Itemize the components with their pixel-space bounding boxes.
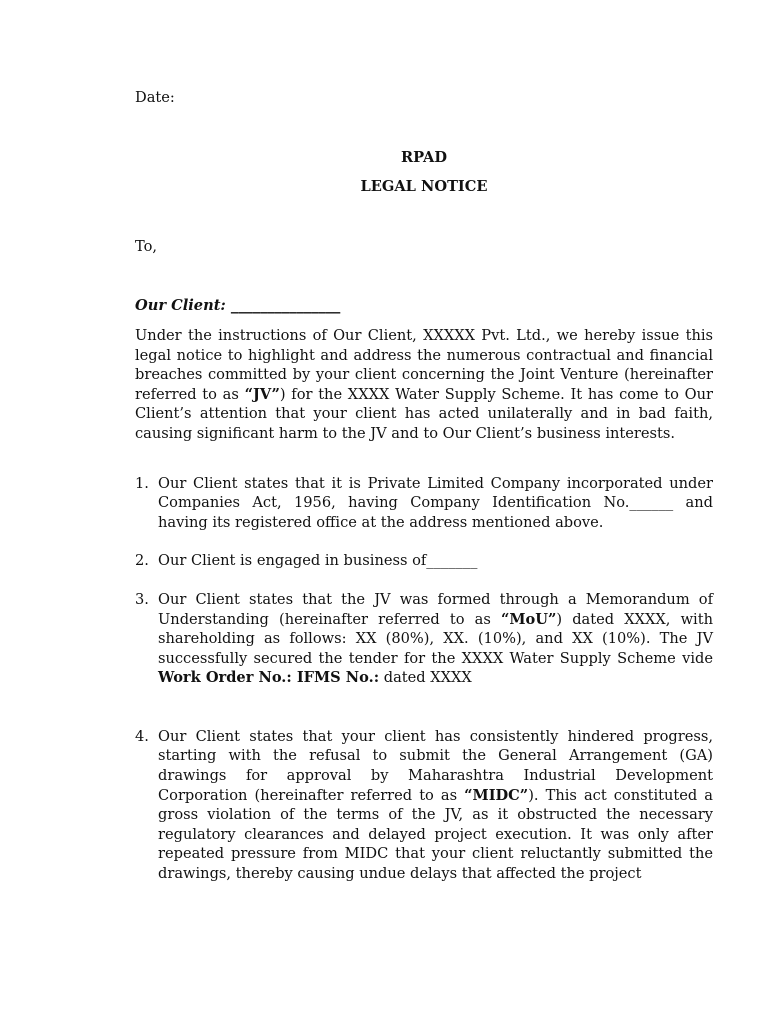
rpad-heading: RPAD bbox=[400, 148, 448, 166]
our-client-label: Our Client: _______________ bbox=[135, 297, 341, 315]
list-item-1 bbox=[135, 474, 713, 533]
item-text-c: dated XXXX bbox=[379, 669, 472, 687]
numbered-list bbox=[135, 474, 713, 884]
item-number: 4. bbox=[135, 727, 149, 745]
item-number: 3. bbox=[135, 590, 149, 608]
list-item-4 bbox=[135, 727, 713, 884]
mou-term: “MoU” bbox=[500, 610, 557, 628]
to-label: To, bbox=[135, 237, 158, 255]
item-text: Our Client states that it is Private Limited Company incorporated under Companies Act, 1956, having Company Identification No.______ and having its registered office at the address mentioned above. bbox=[158, 474, 713, 531]
intro-text-1: Under the instructions of Our Client, XXXXX Pvt. Ltd., we hereby issue this legal notice to highlight and address the numerous contractual and financial breaches committed by your client concerning the Joint Venture (hereinafter referred to as bbox=[135, 326, 713, 403]
work-order-label: Work Order No.: IFMS No.: bbox=[158, 669, 380, 687]
item-text: Our Client is engaged in business of_______ bbox=[158, 552, 478, 570]
item-text-a: Our Client states that the JV was formed through a Memorandum of Understanding (hereinafter referred to as bbox=[158, 590, 713, 628]
item-text-a: Our Client states that your client has consistently hindered progress, starting with the refusal to submit the General Arrangement (GA) drawings for approval by Maharashtra Industrial Development Corporation (hereinafter referred to as bbox=[158, 727, 713, 804]
item-text-b: ) dated XXXX, with shareholding as follows: XX (80%), XX. (10%), and XX (10%). The JV successfully secured the tender for the XXXX Water Supply Scheme vide bbox=[158, 610, 713, 667]
date-label: Date: bbox=[135, 89, 175, 106]
jv-term: “JV” bbox=[244, 385, 280, 403]
intro-text-2: ) for the XXXX Water Supply Scheme. It has come to Our Client’s attention that your client has acted unilaterally and in bad faith, causing significant harm to the JV and to Our Client’s business interests. bbox=[135, 385, 713, 442]
midc-term: “MIDC” bbox=[464, 786, 529, 804]
list-item-2 bbox=[135, 551, 713, 571]
intro-paragraph bbox=[135, 326, 713, 444]
list-item-3 bbox=[135, 590, 713, 688]
item-text-b: ). This act constituted a gross violation of the terms of the JV, as it obstructed the necessary regulatory clearances and delayed project execution. It was only after repeated pressure from MIDC that your client reluctantly submitted the drawings, thereby causing undue delays that affected the project bbox=[158, 786, 713, 883]
legal-notice-document bbox=[135, 88, 713, 884]
item-number: 1. bbox=[135, 474, 149, 492]
item-number: 2. bbox=[135, 552, 149, 570]
legal-notice-title: LEGAL NOTICE bbox=[360, 178, 488, 196]
